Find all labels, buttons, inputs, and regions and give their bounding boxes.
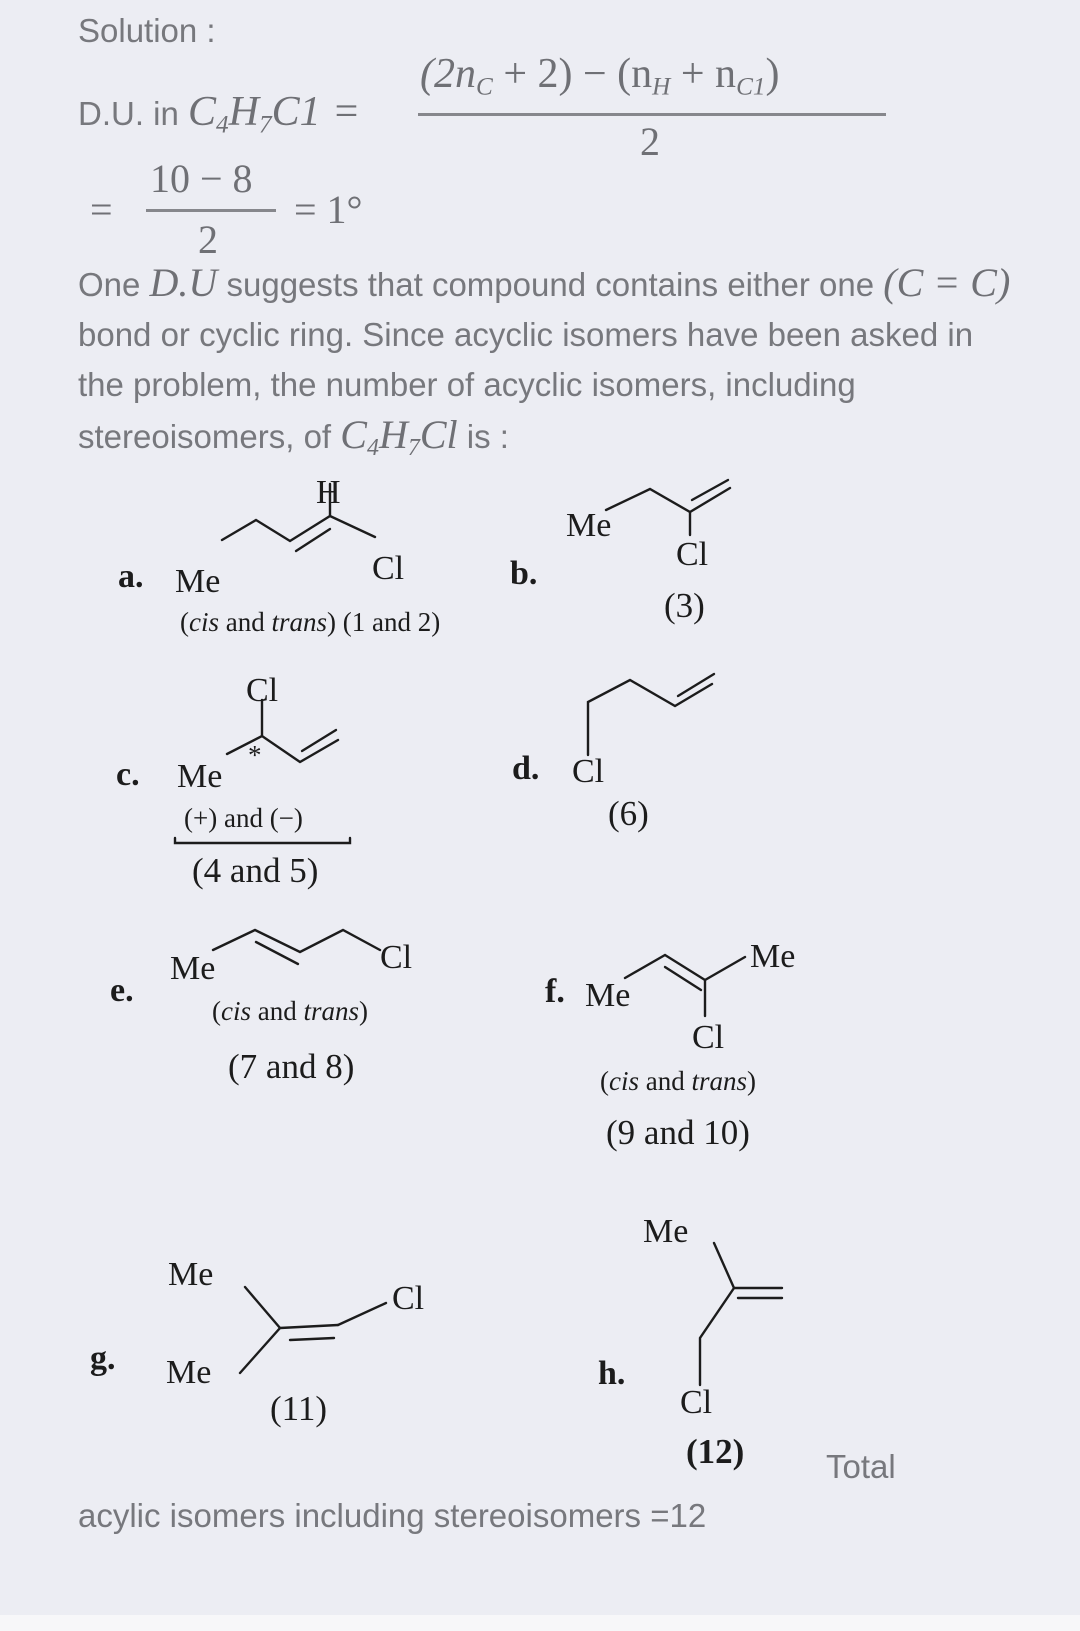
structure-a-h: H bbox=[316, 474, 341, 511]
structure-a-caption: (cis and trans) (1 and 2) bbox=[180, 607, 441, 637]
structure-c-caption: (+) and (−) bbox=[184, 803, 303, 833]
structure-d-bonds bbox=[588, 674, 714, 755]
structure-e-cl: Cl bbox=[380, 939, 413, 976]
structure-g-cl: Cl bbox=[392, 1280, 425, 1317]
structure-c-letter: c. bbox=[116, 756, 140, 793]
structure-h-bonds bbox=[700, 1243, 782, 1385]
total-word: Total bbox=[826, 1448, 896, 1485]
structure-f-caption: (cis and trans) bbox=[600, 1066, 757, 1096]
structure-e-caption: (cis and trans) bbox=[212, 996, 369, 1026]
structure-g-number: (11) bbox=[270, 1389, 328, 1428]
structure-f-cl: Cl bbox=[692, 1019, 725, 1056]
structure-h-cl: Cl bbox=[680, 1384, 713, 1421]
structure-a-letter: a. bbox=[118, 558, 144, 595]
structure-b-me: Me bbox=[566, 507, 612, 544]
fraction-denominator: 2 bbox=[640, 119, 660, 164]
step2-result: = 1° bbox=[294, 187, 363, 232]
formula-c4h7cl: $C_4H_7Cl$ bbox=[340, 412, 458, 462]
structure-f-bonds bbox=[625, 955, 745, 1016]
structure-b-number: (3) bbox=[664, 586, 705, 625]
structure-e-me: Me bbox=[170, 950, 216, 987]
du-math: D.U bbox=[149, 260, 218, 305]
solution-heading: Solution : bbox=[78, 12, 216, 49]
equals-sign: = bbox=[334, 89, 359, 135]
structure-b-bonds bbox=[606, 480, 730, 535]
structure-e-letter: e. bbox=[110, 972, 134, 1009]
structure-g-me-bottom: Me bbox=[166, 1354, 212, 1391]
explanation-paragraph: One D.U suggests that compound contains either one (C = C) bond or cyclic ring. Since acyclic isomers have been asked in the problem, the number of acyclic isomers, including stereoisomers, of $C_4H_7Cl$ is : bbox=[78, 260, 1011, 462]
structure-e-number: (7 and 8) bbox=[228, 1047, 355, 1086]
cc-math: (C = C) bbox=[883, 260, 1011, 305]
step2-denominator: 2 bbox=[198, 217, 218, 262]
bottom-strip bbox=[0, 1615, 1080, 1631]
structure-f-letter: f. bbox=[545, 973, 565, 1010]
structure-f-me2: Me bbox=[750, 938, 796, 975]
structure-h-letter: h. bbox=[598, 1355, 626, 1392]
structure-b-letter: b. bbox=[510, 555, 538, 592]
structure-h-number: (12) bbox=[686, 1432, 745, 1471]
structure-c-stereocenter-star: * bbox=[248, 740, 262, 770]
structure-h-me: Me bbox=[643, 1213, 689, 1250]
du-prefix: D.U. in bbox=[78, 95, 189, 132]
structure-g-me-top: Me bbox=[168, 1256, 214, 1293]
structure-b-cl: Cl bbox=[676, 536, 709, 573]
structure-c-cl: Cl bbox=[246, 672, 279, 709]
structure-c-number: (4 and 5) bbox=[192, 851, 319, 890]
structure-d-cl: Cl bbox=[572, 753, 605, 790]
final-result-line: acylic isomers including stereoisomers =12 bbox=[78, 1497, 707, 1534]
structure-d-number: (6) bbox=[608, 794, 649, 833]
formula-c4h7c1: $C_4H_7C1$ bbox=[188, 89, 321, 139]
step2-numerator: 10 − 8 bbox=[150, 156, 253, 201]
structure-f-me: Me bbox=[585, 977, 631, 1014]
structure-g-letter: g. bbox=[90, 1340, 116, 1377]
structure-a-me: Me bbox=[175, 563, 221, 600]
structure-f-number: (9 and 10) bbox=[606, 1113, 750, 1152]
structure-a-cl: Cl bbox=[372, 550, 405, 587]
step2-equals: = bbox=[90, 187, 113, 232]
structure-d-letter: d. bbox=[512, 750, 540, 787]
structure-g-bonds bbox=[240, 1287, 386, 1373]
structure-a-bonds bbox=[222, 484, 375, 551]
structure-e-bonds bbox=[213, 930, 380, 964]
fraction-numerator: $(2n_C + 2) - (n_H + n_{C1})$ bbox=[420, 51, 780, 101]
structure-c-me: Me bbox=[177, 758, 223, 795]
